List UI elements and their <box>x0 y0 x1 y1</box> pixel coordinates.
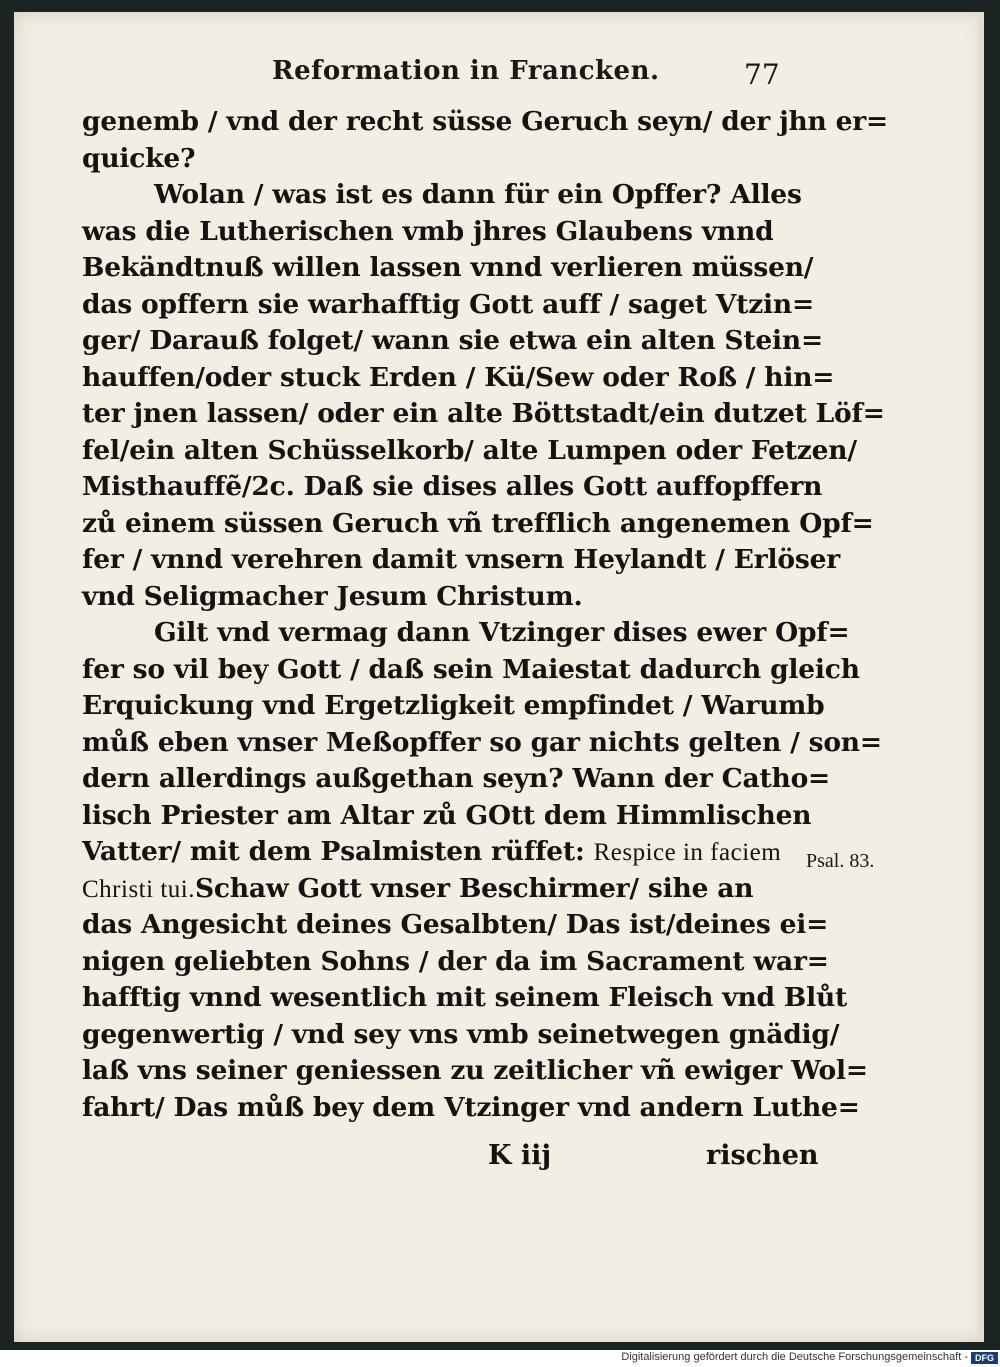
text-line: was die Lutherischen vmb jhres Glaubens vnnd <box>82 215 774 247</box>
text-line-with-latin <box>82 834 802 871</box>
text-line: genemb / vnd der recht süsse Geruch seyn/ der jhn er= <box>82 106 889 137</box>
page-number: 77 <box>744 58 780 91</box>
text-line: vnd Seligmacher Jesum Christum. <box>82 580 583 612</box>
text-line: Gilt vnd vermag dann Vtzinger dises ewer Opf= <box>154 617 850 648</box>
text-line: gegenwertig / vnd sey vns vmb seinetwegen gnädig/ <box>82 1018 840 1050</box>
text-line: laß vns seiner geniessen zu zeitlicher vñ ewiger Wol= <box>82 1055 868 1086</box>
text-line: Bekändtnuß willen lassen vnnd verlieren müssen/ <box>82 252 814 283</box>
text-line: Misthauffẽ/2c. Daß sie dises alles Gott auffopffern <box>82 471 823 502</box>
text-line: das Angesicht deines Gesalbten/ Das ist/deines ei= <box>82 909 829 940</box>
text-line: nigen geliebten Sohns / der da im Sacrament war= <box>82 945 829 977</box>
text-line: lisch Priester am Altar zů GOtt dem Himmlischen <box>82 799 812 831</box>
text-line: hauffen/oder stuck Erden / Kü/Sew oder Roß / hin= <box>82 361 835 393</box>
catchword: rischen <box>706 1140 819 1171</box>
text-line: fahrt/ Das můß bey dem Vtzinger vnd andern Luthe= <box>82 1091 860 1123</box>
signature-mark: K iij <box>488 1140 552 1171</box>
text-line: zů einem süssen Geruch vñ trefflich angenemen Opf= <box>82 507 874 539</box>
footer-credit: Digitalisierung gefördert durch die Deutsche Forschungsgemeinschaft - <box>621 1351 968 1363</box>
text-line: ter jnen lassen/ oder ein alte Böttstadt/ein dutzet Löf= <box>82 398 885 429</box>
footer-bar <box>0 1350 1000 1367</box>
margin-note: Psal. 83. <box>806 850 875 872</box>
text-line: Erquickung vnd Ergetzligkeit empfindet / Warumb <box>82 690 825 721</box>
text-line: quicke? <box>82 142 196 174</box>
latin-quote: Christi tui. <box>82 875 195 903</box>
running-head: Reformation in Francken. <box>272 56 660 86</box>
text-line: hafftig vnnd wesentlich mit seinem Fleisch vnd Blůt <box>82 982 848 1013</box>
text-line: fer so vil bey Gott / daß sein Maiestat dadurch gleich <box>82 653 860 685</box>
text-line: Wolan / was ist es dann für ein Opffer? Alles <box>154 179 802 210</box>
text-line: ger/ Darauß folget/ wann sie etwa ein alten Stein= <box>82 325 823 356</box>
text-line-with-latin <box>82 871 802 908</box>
text-line: das opffern sie warhafftig Gott auff / saget Vtzin= <box>82 288 814 320</box>
latin-quote: Respice in faciem <box>593 839 782 866</box>
text-fragment: Vatter/ mit dem Psalmisten rüffet: <box>82 836 585 867</box>
text-fragment: Schaw Gott vnser Beschirmer/ sihe an <box>194 872 754 904</box>
text-line: dern allerdings außgethan seyn? Wann der Catho= <box>82 763 831 794</box>
dfg-logo: DFG <box>971 1352 998 1364</box>
text-line: fel/ein alten Schüsselkorb/ alte Lumpen oder Fetzen/ <box>82 434 857 466</box>
text-line: můß eben vnser Meßopffer so gar nichts gelten / son= <box>82 726 882 758</box>
text-line: fer / vnnd verehren damit vnsern Heylandt / Erlöser <box>82 544 841 575</box>
page-edge <box>978 12 984 1342</box>
